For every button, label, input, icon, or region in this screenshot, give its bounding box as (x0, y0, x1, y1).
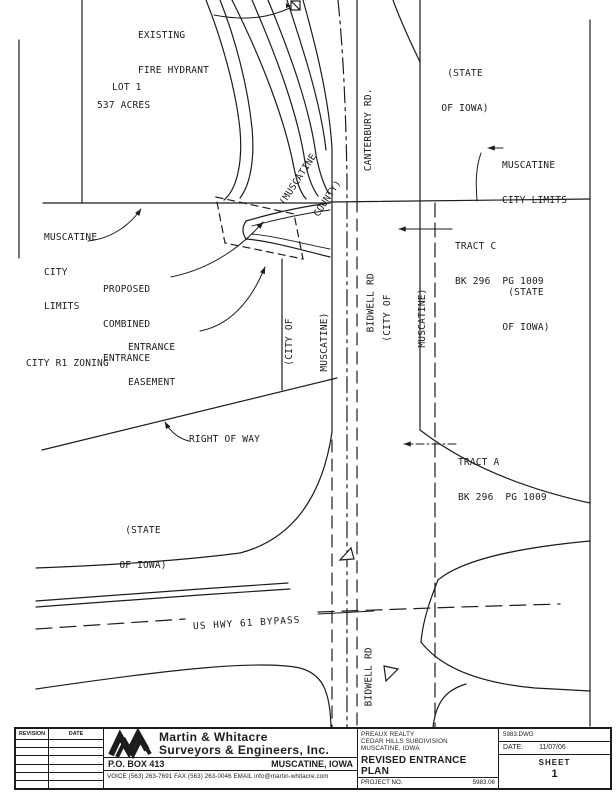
company-contact: VOICE (563) 263-7691 FAX (563) 263-0046 EMAIL info@martin-whitacre.com (104, 770, 357, 780)
fire-hydrant-label: EXISTING FIRE HYDRANT (138, 30, 210, 76)
revision-row (16, 781, 103, 788)
company-logo-icon (108, 729, 154, 759)
company-name-line2: Surveyors & Engineers, Inc. (159, 742, 330, 757)
project-name: CEDAR HILLS SUBDIVISION (361, 738, 448, 745)
sheet-panel (499, 729, 610, 788)
bidwell-rd-mid-label: BIDWELL RD (365, 273, 377, 333)
revision-row (16, 740, 103, 748)
canterbury-rd-label: CANTERBURY RD. (362, 88, 374, 172)
tract-a-label: TRACT A BK 296 PG 1009 (458, 457, 547, 503)
lot-label: LOT 1 (112, 82, 142, 93)
tract-c-label: TRACT C BK 296 PG 1009 (455, 241, 544, 287)
project-location: MUSCATINE, IOWA (361, 745, 420, 752)
revision-row (16, 765, 103, 773)
dwg-file-label: 5983.DWG (499, 729, 610, 742)
sheet-number: 1 (551, 768, 558, 780)
project-panel (358, 729, 499, 788)
project-no-value: 5983.06 (472, 779, 495, 786)
company-po-box: P.O. BOX 413 (108, 759, 165, 769)
city-limits-left-label: MUSCATINE CITY LIMITS (44, 232, 98, 312)
project-no-label: PROJECT NO. (361, 779, 403, 786)
date-header-label: DATE (68, 731, 84, 737)
title-block (14, 727, 612, 790)
project-client: PREAUX REALTY (361, 731, 415, 738)
date-value: 11/07/06 (539, 744, 566, 751)
revision-row (16, 773, 103, 781)
state-of-iowa-top-label: (STATE OF IOWA) (441, 68, 489, 114)
revision-header-label: REVISION (16, 729, 49, 739)
date-label: DATE: (503, 744, 524, 751)
bidwell-rd-bottom-label: BIDWELL RD (363, 647, 375, 707)
proposed-entrance-label: PROPOSED COMBINED ENTRANCE (103, 284, 151, 364)
city-of-muscatine-right-label: (CITY OF MUSCATINE) (382, 288, 428, 348)
company-panel (104, 729, 358, 788)
company-name-line1: Martin & Whitacre (159, 729, 268, 744)
state-of-iowa-lower-label: (STATE OF IOWA) (119, 525, 167, 571)
muscatine-county-label: (MUSCATINE COUNTY) (277, 151, 344, 219)
company-city: MUSCATINE, IOWA (271, 759, 353, 769)
sheet-title: REVISED ENTRANCE PLAN (361, 755, 467, 777)
city-of-muscatine-left-label: (CITY OF MUSCATINE) (284, 312, 330, 372)
city-limits-right-label: MUSCATINE CITY LIMITS (502, 160, 568, 206)
state-of-iowa-mid-label: (STATE OF IOWA) (502, 287, 550, 333)
revision-row (16, 748, 103, 756)
sheet-label: SHEET (538, 758, 571, 767)
revision-table (16, 729, 104, 788)
right-of-way-label: RIGHT OF WAY (189, 434, 261, 445)
revision-row (16, 756, 103, 764)
revision-table-header (16, 729, 103, 740)
entrance-easement-label: ENTRANCE EASEMENT (128, 342, 176, 388)
us-hwy-61-label: US HWY 61 BYPASS (192, 614, 301, 633)
acres-label: 537 ACRES (97, 100, 151, 111)
city-r1-zoning-label: CITY R1 ZONING (26, 358, 109, 369)
